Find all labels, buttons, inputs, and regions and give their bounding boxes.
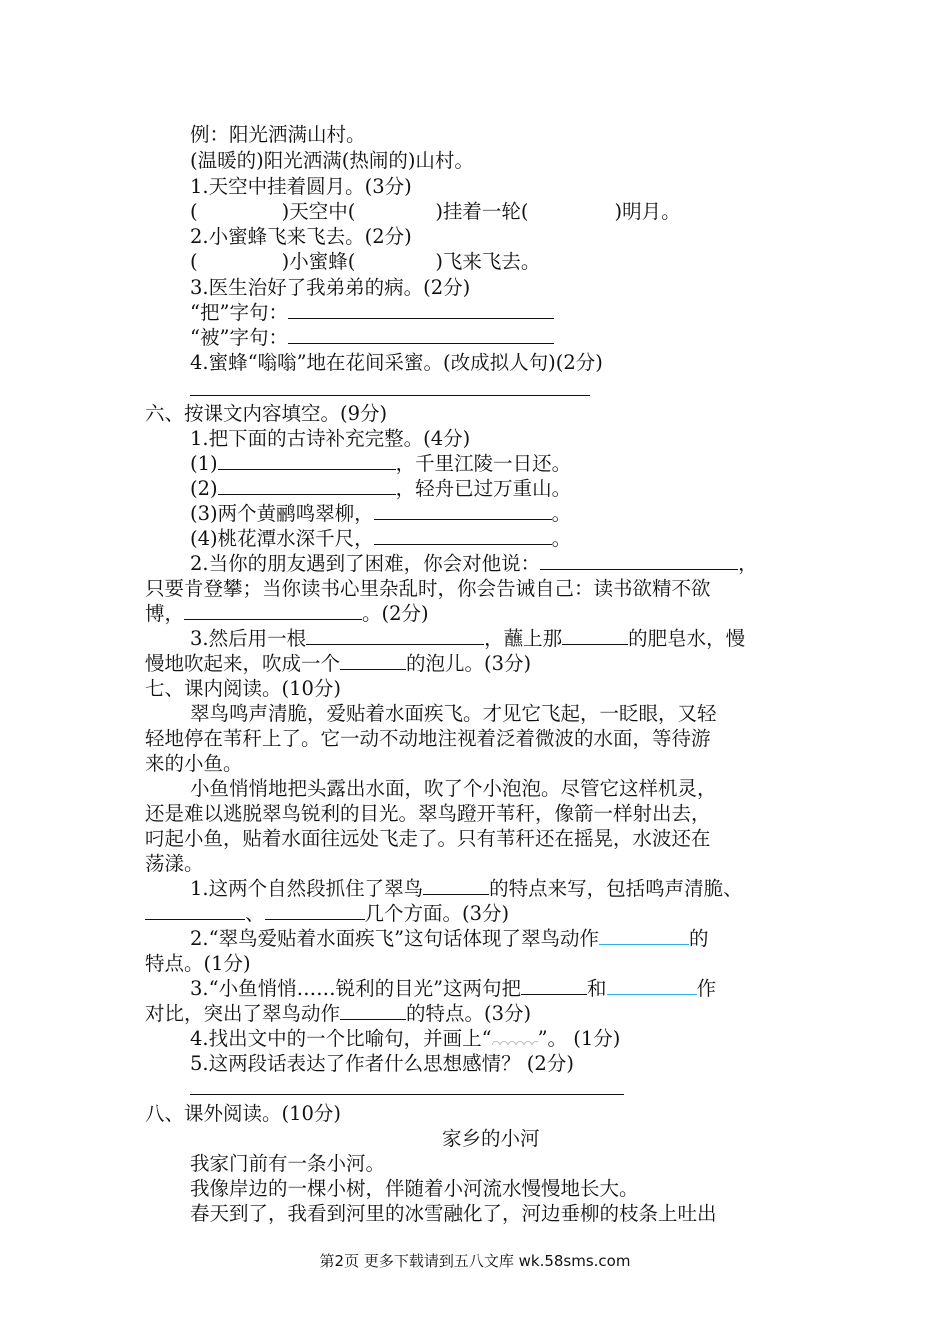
- question-text: 对比，突出了翠鸟动作: [145, 1002, 341, 1025]
- example-answer-line: (温暖的)阳光洒满(热闹的)山村。: [190, 149, 474, 172]
- page-footer: 第2页 更多下载请到五八文库 wk.58sms.com: [319, 1252, 631, 1270]
- poem-text: 。: [551, 527, 572, 550]
- answer-blank[interactable]: [265, 901, 365, 920]
- question-text: ”。 (1分): [537, 1027, 621, 1050]
- passage-line: 春天到了，我看到河里的冰雪融化了，河边垂柳的枝条上吐出: [190, 1202, 717, 1225]
- passage-line: 我像岸边的一棵小树，伴随着小河流水慢慢地长大。: [190, 1177, 639, 1200]
- answer-blank[interactable]: [562, 626, 628, 645]
- passage-line: 我家门前有一条小河。: [190, 1152, 386, 1175]
- question-text: 的特点。(3分): [406, 1002, 532, 1025]
- question-text: 。(2分): [362, 602, 429, 625]
- q5-2-line: 2.小蜜蜂飞来飞去。(2分): [190, 225, 412, 248]
- q6-1-line: 1.把下面的古诗补充完整。(4分): [190, 427, 471, 450]
- passage-line: 轻地停在苇秆上了。它一动不动地注视着泛着微波的水面，等待游: [145, 727, 711, 750]
- answer-blank[interactable]: [607, 976, 697, 995]
- question-text: 的: [689, 927, 709, 950]
- question-text: 3.然后用一根: [190, 627, 307, 650]
- q7-4-line: [190, 1026, 620, 1051]
- q7-3-line: [190, 976, 716, 1001]
- section-8-heading: 八、课外阅读。(10分): [145, 1102, 342, 1125]
- poem-number: (1): [190, 452, 218, 475]
- label: “被”字句：: [190, 326, 288, 349]
- q5-4-line: 4.蜜蜂“嗡嗡”地在花间采蜜。(改成拟人句)(2分): [190, 351, 603, 374]
- question-text: 博，: [145, 602, 185, 625]
- paren-text: )小蜜蜂(: [281, 250, 356, 273]
- section-7-heading: 七、课内阅读。(10分): [145, 677, 342, 700]
- poem-text: (4)桃花潭水深千尺，: [190, 527, 374, 550]
- q5-1-line: 1.天空中挂着圆月。(3分): [190, 175, 412, 198]
- answer-blank[interactable]: [599, 926, 689, 945]
- answer-rule[interactable]: [190, 395, 590, 396]
- answer-blank[interactable]: [218, 476, 396, 495]
- q7-5-line: 5.这两段话表达了作者什么思想感情？ (2分): [190, 1052, 574, 1075]
- q5-2-answer-line: [190, 249, 540, 274]
- question-text: 和: [587, 977, 607, 1000]
- paren-text: )飞来飞去。: [435, 250, 541, 273]
- answer-blank[interactable]: [218, 451, 396, 470]
- passage-line: 还是难以逃脱翠鸟锐利的目光。翠鸟蹬开苇秆，像箭一样射出去，: [145, 802, 711, 825]
- q7-1-continuation: [145, 901, 509, 926]
- answer-blank[interactable]: [340, 651, 406, 670]
- question-text: 2.当你的朋友遇到了困难，你会对他说：: [190, 552, 541, 575]
- question-text: 4.找出文中的一个比喻句，并画上“: [190, 1027, 492, 1050]
- q5-1-answer-line: [190, 199, 681, 224]
- question-text: 2.“翠鸟爱贴着水面疾飞”这句话体现了翠鸟动作: [190, 927, 600, 950]
- answer-blank[interactable]: [288, 300, 554, 319]
- question-text: ，: [738, 552, 758, 575]
- ba-sentence-line: [190, 300, 554, 325]
- poem-text: (3)两个黄鹂鸣翠柳，: [190, 502, 374, 525]
- answer-blank[interactable]: [540, 551, 738, 570]
- poem-4-line: [190, 526, 571, 551]
- question-text: 3.“小鱼悄悄……锐利的目光”这两句把: [190, 977, 522, 1000]
- wavy-underline-mark: [492, 1035, 538, 1045]
- answer-blank[interactable]: [184, 601, 362, 620]
- paren-text: (: [190, 200, 198, 223]
- question-text: 的特点来写，包括鸣声清脆、: [489, 877, 743, 900]
- question-text: 几个方面。(3分): [364, 902, 510, 925]
- passage-line: 小鱼悄悄地把头露出水面，吹了个小泡泡。尽管它这样机灵，: [190, 777, 717, 800]
- q6-3-continuation: [145, 651, 531, 676]
- paren-text: (: [190, 250, 198, 273]
- q7-2-continuation: 特点。(1分): [145, 952, 251, 975]
- bei-sentence-line: [190, 325, 554, 350]
- q6-2-continuation: 只要肯登攀；当你读书心里杂乱时，你会告诫自己：读书欲精不欲: [145, 577, 711, 600]
- passage-title: 家乡的小河: [442, 1127, 540, 1150]
- question-text: 的肥皂水，慢: [628, 627, 746, 650]
- q6-3-line: [190, 626, 745, 651]
- q7-2-line: [190, 926, 709, 951]
- question-text: ，蘸上那: [484, 627, 563, 650]
- answer-blank[interactable]: [145, 901, 245, 920]
- answer-blank[interactable]: [374, 501, 552, 520]
- question-text: 慢地吹起来，吹成一个: [145, 652, 341, 675]
- q6-2-line: [190, 551, 758, 576]
- paren-text: )挂着一轮(: [435, 200, 529, 223]
- passage-line: 叼起小鱼，贴着水面往远处飞走了。只有苇秆还在摇晃，水波还在: [145, 827, 711, 850]
- example-line: 例：阳光洒满山村。: [190, 123, 366, 146]
- q5-3-line: 3.医生治好了我弟弟的病。(2分): [190, 276, 471, 299]
- answer-blank[interactable]: [374, 526, 552, 545]
- poem-text: ，轻舟已过万重山。: [395, 477, 572, 500]
- section-6-heading: 六、按课文内容填空。(9分): [145, 402, 388, 425]
- question-text: 的泡儿。(3分): [406, 652, 532, 675]
- poem-number: (2): [190, 477, 218, 500]
- answer-blank[interactable]: [340, 1001, 406, 1020]
- answer-blank[interactable]: [521, 976, 587, 995]
- poem-text: 。: [551, 502, 572, 525]
- question-text: 1.这两个自然段抓住了翠鸟: [190, 877, 424, 900]
- q7-3-continuation: [145, 1001, 531, 1026]
- paren-text: )明月。: [614, 200, 681, 223]
- passage-line: 翠鸟鸣声清脆，爱贴着水面疾飞。才见它飞起，一眨眼，又轻: [190, 702, 717, 725]
- poem-3-line: [190, 501, 571, 526]
- answer-blank[interactable]: [423, 876, 489, 895]
- q6-2-answer-line: [145, 601, 429, 626]
- answer-rule[interactable]: [190, 1094, 624, 1095]
- paren-text: )天空中(: [281, 200, 356, 223]
- question-text: 作: [696, 977, 717, 1000]
- poem-1-line: [190, 451, 571, 476]
- answer-blank[interactable]: [288, 325, 554, 344]
- passage-line: 荡漾。: [145, 852, 204, 875]
- passage-line: 来的小鱼。: [145, 752, 243, 775]
- q7-1-line: [190, 876, 743, 901]
- question-text: 、: [245, 902, 265, 925]
- poem-text: ，千里江陵一日还。: [395, 452, 572, 475]
- answer-blank[interactable]: [306, 626, 484, 645]
- label: “把”字句：: [190, 301, 288, 324]
- poem-2-line: [190, 476, 571, 501]
